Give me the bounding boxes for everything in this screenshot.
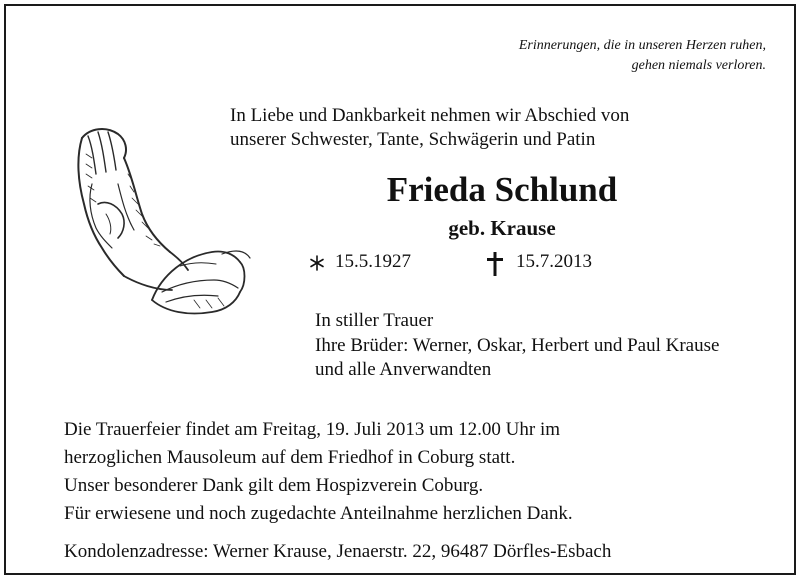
quote-line-2: gehen niemals verloren. [631,58,766,73]
mourners-line-3: und alle Anverwandten [315,359,492,380]
condolence-address: Kondolenzadresse: Werner Krause, Jenaerstr. 22, 96487 Dörfles-Esbach [64,541,612,562]
memorial-quote [519,36,766,76]
cross-icon [484,250,506,278]
star-icon [308,254,326,272]
intro-line-2: unserer Schwester, Tante, Schwägerin und Patin [230,129,596,150]
service-line-3: Unser besonderer Dank gilt dem Hospizverein Coburg. [64,475,484,496]
mourners-line-2: Ihre Brüder: Werner, Oskar, Herbert und Paul Krause [315,334,720,356]
service-line-2: herzoglichen Mausoleum auf dem Friedhof in Coburg statt. [64,447,516,468]
intro-line-1: In Liebe und Dankbarkeit nehmen wir Abschied von [230,105,630,126]
mourners-line-1: In stiller Trauer [315,310,434,331]
birth-date: 15.5.1927 [335,251,411,272]
service-info [64,416,573,528]
obituary-notice [4,4,796,575]
intro-text [230,104,629,152]
death-date: 15.7.2013 [516,251,592,272]
service-line-1: Die Trauerfeier findet am Freitag, 19. Juli 2013 um 12.00 Uhr im [64,419,561,440]
deceased-name: Frieda Schlund [386,170,618,209]
quote-line-1: Erinnerungen, die in unseren Herzen ruhen, [518,38,766,53]
service-line-4: Für erwiesene und noch zugedachte Anteilnahme herzlichen Dank. [64,503,573,524]
mourners-block [315,309,719,383]
maiden-name: geb. Krause [448,216,556,240]
